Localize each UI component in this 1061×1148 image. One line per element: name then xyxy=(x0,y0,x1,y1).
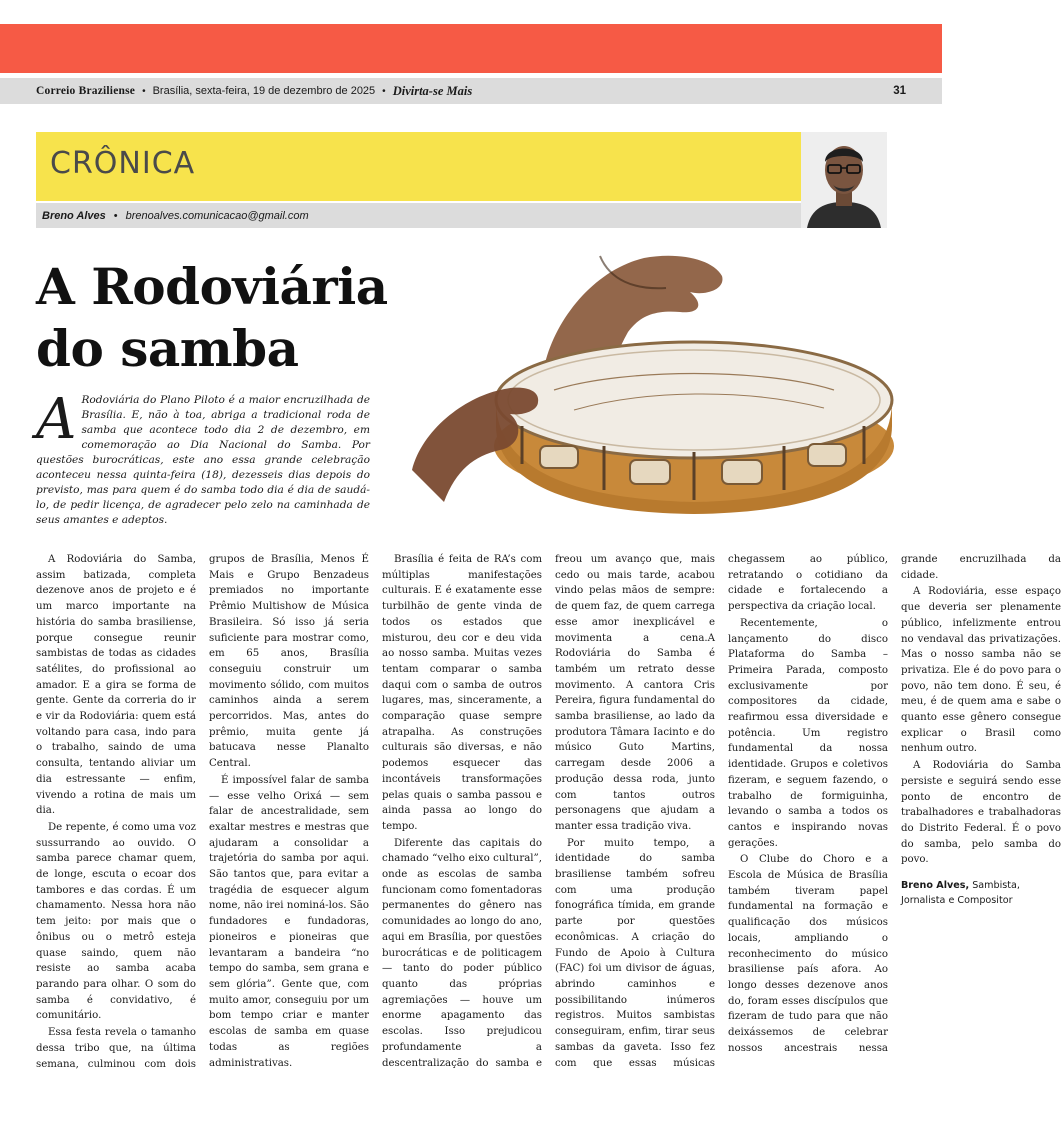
author-bullet: • xyxy=(113,209,118,222)
body-paragraph: É impossível falar de samba — esse velho Orixá — sem falar de ancestralidade, sem exaltar mestres e mestras que ajudaram a consolidar a trajetória do samba por aqui. São tantos que, para evitar a tragédia de esquecer algum nome, não irei nominá-los. São fundadores e fundadoras, pioneiros e pioneiras que levantaram a bandeira “no tempo do samba, sem grana e sem glória”. Gente que, com muito amor, conseguiu por um bom tempo criar e manter escolas de samba em quase todas as regiões administrativas. xyxy=(209,774,369,1069)
lead-text: Rodoviária do Plano Piloto é a maior encruzilhada de Brasília. E, não à toa, abriga a tradicional roda de samba que acontece todo dia 2 de dezembro, em comemoração ao Dia Nacional do Samba. Por questões burocráticas, este ano essa grande celebração aconteceu nessa quinta-feira (18), dezesseis dias depois do previsto, mas para quem é do samba todo dia é dia de saudá-lo, de pedir licença, de agradecer pelo zelo na caminhada de seus amantes e adeptos. xyxy=(36,394,370,526)
page-header xyxy=(0,78,942,104)
article-body xyxy=(36,552,1061,1082)
column-label-box xyxy=(36,132,801,201)
page-number: 31 xyxy=(893,85,906,97)
body-paragraph: Recentemente, o lançamento do disco Plataforma do Samba – Primeira Parada, composto exclusivamente por compositores da cidade, reafirmou essa diversidade e potência. Um registro fundamental da nossa identidade. Grupos e coletivos fizeram, e seguem fazendo, o trabalho de formiguinha, levando o samba a todos os cantos e inspirando novas gerações. xyxy=(728,617,888,849)
column-label: CRÔNICA xyxy=(50,146,196,181)
dateline: Brasília, sexta-feira, 19 de dezembro de 2025 xyxy=(152,85,376,97)
signature-name: Breno Alves, xyxy=(901,880,970,892)
pandeiro-drum-icon xyxy=(404,250,890,528)
signature xyxy=(901,878,1061,908)
body-paragraph: Essa festa revela o tamanho dessa tribo que, na última semana, culminou com dois grupos de Brasília, Menos É Mais e Grupo Benzadeus premiados no importante Prêmio Multishow de Música Brasileira. Só isso já seria suficiente para mostrar como, em 65 anos, Brasília conseguiu construir um movimento sólido, com muitos caminhos ainda a serem percorridos. Mas, antes do prêmio, muita gente já batucava nesse Planalto Central. xyxy=(36,554,369,1070)
pandeiro-illustration xyxy=(404,250,890,528)
body-paragraph: De repente, é como uma voz sussurrando ao ouvido. O samba parece chamar quem, de longe, escuta o ecoar dos tambores e das cordas. É um chamamento. Nessa hora não tem jeito: por mais que o ônibus ou o metrô esteja quase saindo, quem não resiste ao samba acaba parando para olhar. O som do samba é convidativo, é comunitário. xyxy=(36,821,196,1022)
header-bullet-2: • xyxy=(382,85,386,97)
author-photo xyxy=(801,132,887,228)
author-portrait-icon xyxy=(801,132,887,228)
body-paragraph: Brasília é feita de RA’s com múltiplas manifestações culturais. E é exatamente esse turbilhão de gente vinda de todos os estados que misturou, deu cor e deu vida ao nosso samba. Muitas vezes tentam comparar o samba daqui com o samba de outros lugares, mas, sinceramente, a comparação quase sempre atrapalha. As construções culturais são diversas, e não podemos esquecer das incontáveis transformações pelas quais o samba passou e ainda passa ao longo do tempo. xyxy=(382,554,542,832)
top-color-band xyxy=(0,24,942,73)
section-name: Divirta-se Mais xyxy=(392,83,473,98)
body-paragraph: O Clube do Choro e a Escola de Música de Brasília também tiveram papel fundamental na formação e qualificação dos músicos locais, ampliando o reconhecimento do músico brasiliense país afora. Ao longo desses dezenove anos do, foram esses discípulos que fizeram de tudo para que não deixássemos de celebrar nossos ancestrais nessa grande encruzilhada da cidade. xyxy=(728,554,1061,1054)
author-bar xyxy=(36,203,801,228)
header-bullet-1: • xyxy=(142,85,146,97)
signature-roles: Sambista, Jornalista e Compositor xyxy=(901,880,1020,907)
author-email[interactable]: brenoalves.comunicacao@gmail.com xyxy=(125,209,309,222)
lead-dropcap: A xyxy=(36,387,77,452)
body-paragraph: A Rodoviária do Samba persiste e seguirá sendo esse ponto de encontro de trabalhadores e trabalhadoras do Distrito Federal. É o povo do samba, pelo samba do povo. xyxy=(901,760,1061,866)
body-paragraph: A Rodoviária do Samba, assim batizada, completa dezenove anos de projeto e é um marco importante na história do samba brasiliense, porque consegue reunir sambistas de todas as cidades satélites, do profissional ao amador. E a gira se forma de gente. Gente da correria do ir e vir da Rodoviária: quem está voltando para casa, indo para o trabalho, saindo de uma consulta, tentando aliviar um dia estressante — enfim, vivendo a rotina de mais um dia. xyxy=(36,554,196,817)
body-paragraph: A Rodoviária, esse espaço que deveria ser plenamente público, infelizmente entrou no vendaval das privatizações. Mas o nosso samba não se privatiza. Ele é do povo para o povo, não tem dono. É seu, é meu, é de quem ama e sabe o quanto esse gênero consegue explicar o Brasil como nenhum outro. xyxy=(901,586,1061,755)
author-name: Breno Alves xyxy=(42,209,106,222)
body-paragraph: Diferente das capitais do chamado “velho eixo cultural”, onde as escolas de samba funcionam como fomentadoras permanentes do gênero nas comunidades ao longo do ano, aqui em Brasília, por questões burocráticas e de politicagem — tanto do poder público quanto das próprias agremiações — houve um enorme apagamento das escolas. Isso prejudicou profundamente a descentralização do samba e freou um avanço que, mais cedo ou mais tarde, acabou vindo pelas mãos de sempre: de quem faz, de quem carrega esse amor inexplicável e movimenta a cena.A Rodoviária do Samba é também um retrato desse movimento. A cantora Cris Pereira, figura fundamental do samba brasiliense, ao lado da produtora Tâmara Iacinto e do músico Guto Martins, carregam desde 2006 a produção dessa roda, junto com tantos outros personagens que ajudam a manter essa tradição viva. xyxy=(382,554,715,1069)
headline: A Rodoviária do samba xyxy=(36,257,388,378)
lead-paragraph xyxy=(36,387,370,528)
newspaper-name: Correio Braziliense xyxy=(36,85,136,97)
body-paragraph: Por muito tempo, a identidade do samba brasiliense também sofreu com uma produção fonográfica tímida, em grande parte por questões econômicas. A criação do Fundo de Apoio à Cultura (FAC) foi um divisor de águas, abrindo caminhos e possibilitando inúmeros registros. Muitos sambistas conseguiram, enfim, tirar seus sambas da gaveta. Isso fez com que essas músicas chegassem ao público, retratando o cotidiano da cidade e fortalecendo a perspectiva da criação local. xyxy=(555,554,888,1069)
